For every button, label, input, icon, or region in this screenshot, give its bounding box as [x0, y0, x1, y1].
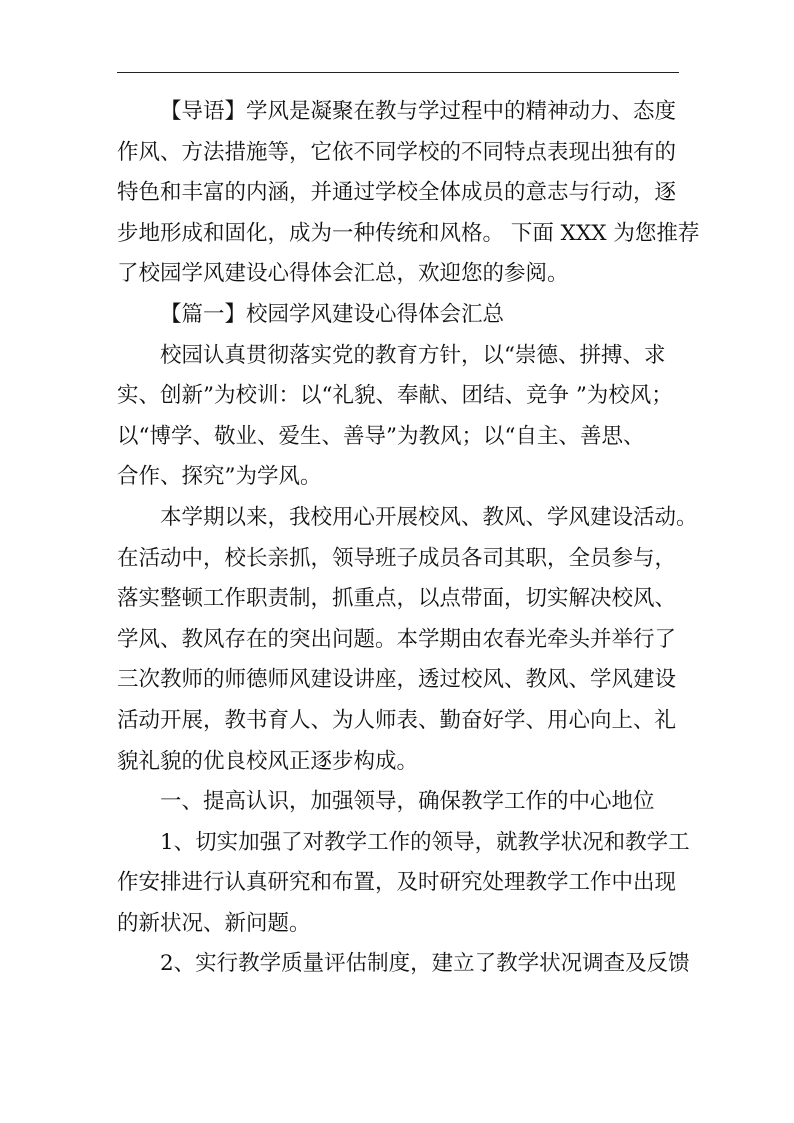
body-text: [117, 92, 700, 985]
paragraph-line: 校园认真贯彻落实党的教育方针，以“崇德、拼搏、求: [160, 342, 666, 368]
intro-line: 特色和丰富的内涵，并通过学校全体成员的意志与行动，逐: [117, 180, 677, 206]
paragraph-line: 合作、探究”为学风。: [117, 464, 322, 490]
paragraph-line: 活动开展，教书育人、为人师表、勤奋好学、用心向上、礼: [117, 707, 677, 733]
paragraph-line: 三次教师的师德师风建设讲座，透过校风、教风、学风建设: [117, 667, 677, 693]
paragraph-line: 落实整顿工作职责制，抓重点，以点带面，切实解决校风、: [117, 586, 677, 612]
header-rule: [117, 72, 679, 73]
paragraph-line: 1、切实加强了对教学工作的领导，就教学状况和教学工: [160, 829, 690, 855]
paragraph-line: 作安排进行认真研究和布置，及时研究处理教学工作中出现: [117, 870, 677, 896]
paragraph-line: 的新状况、新问题。: [117, 910, 311, 936]
paragraph-line: 学风、教风存在的突出问题。本学期由农春光牵头并举行了: [117, 626, 677, 652]
section-heading: 【篇一】校园学风建设心得体会汇总: [160, 301, 505, 327]
paragraph-line: 以“博学、敬业、爱生、善导”为教风；以“自主、善思、: [117, 423, 645, 449]
intro-line: 【导语】学风是凝聚在教与学过程中的精神动力、态度: [160, 99, 677, 124]
intro-line: 了校园学风建设心得体会汇总，欢迎您的参阅。: [117, 261, 569, 287]
paragraph-line: 实、创新”为校训：以“礼貌、奉献、团结、竞争 ”为校风；: [117, 383, 673, 409]
paragraph-line: 貌礼貌的优良校风正逐步构成。: [117, 748, 419, 774]
intro-line: 步地形成和固化，成为一种传统和风格。 下面 XXX 为您推荐: [117, 220, 700, 246]
subsection-heading: 一、提高认识，加强领导，确保教学工作的中心地位: [160, 789, 655, 815]
intro-line: 作风、方法措施等，它依不同学校的不同特点表现出独有的: [117, 139, 677, 165]
paragraph-line: 2、实行教学质量评估制度，建立了教学状况调查及反馈: [160, 951, 690, 977]
paragraph-line: 本学期以来，我校用心开展校风、教风、学风建设活动。: [160, 504, 698, 530]
paragraph-line: 在活动中，校长亲抓，领导班子成员各司其职，全员参与，: [117, 545, 677, 571]
